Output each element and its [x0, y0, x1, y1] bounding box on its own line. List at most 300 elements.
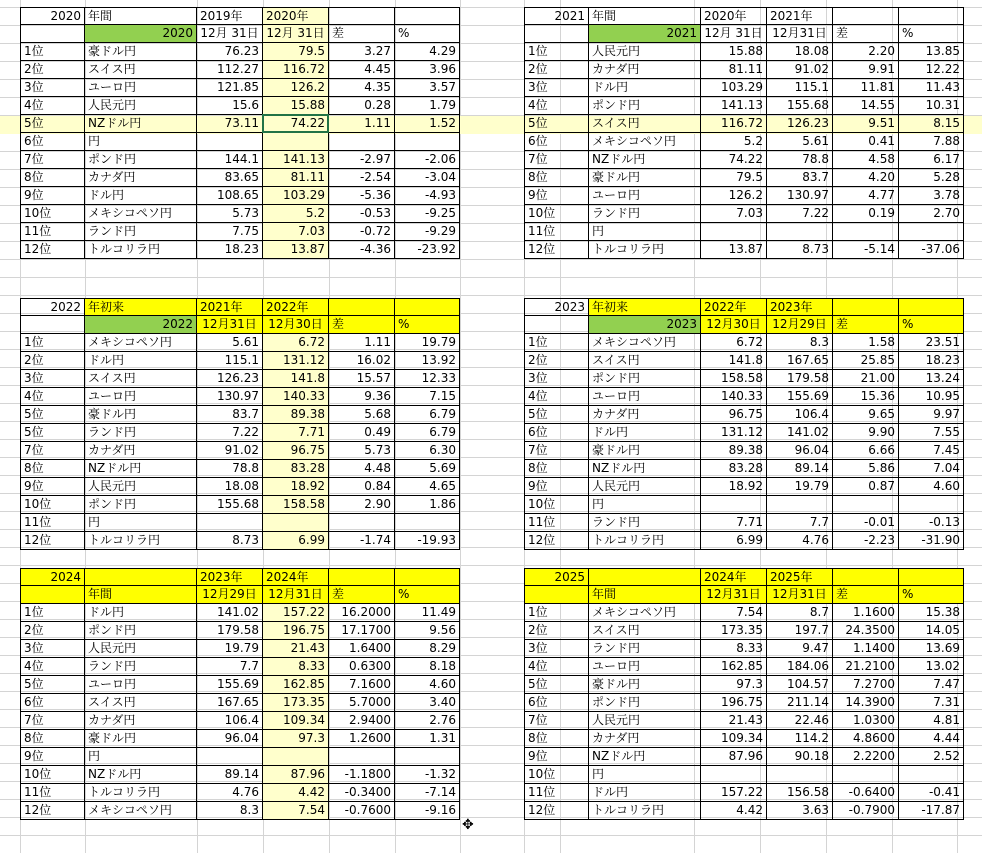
rank-cell[interactable]: 4位	[20, 658, 85, 676]
value-cell[interactable]: 7.54	[263, 802, 329, 820]
value-cell[interactable]: 1.86	[395, 496, 460, 514]
currency-cell[interactable]: ドル円	[85, 187, 197, 205]
value-cell[interactable]: 1.6400	[329, 640, 395, 658]
value-cell[interactable]: 73.11	[197, 115, 263, 133]
currency-cell[interactable]: NZドル円	[85, 460, 197, 478]
header-cell[interactable]: 差	[833, 316, 899, 334]
rank-cell[interactable]: 10位	[20, 205, 85, 223]
value-cell[interactable]	[767, 496, 833, 514]
header-cell[interactable]: 12月31日	[701, 586, 767, 604]
value-cell[interactable]: 13.92	[395, 352, 460, 370]
currency-cell[interactable]: ユーロ円	[85, 388, 197, 406]
value-cell[interactable]	[197, 133, 263, 151]
header-cell[interactable]	[524, 25, 589, 43]
value-cell[interactable]: 140.33	[701, 388, 767, 406]
value-cell[interactable]: -1.1800	[329, 766, 395, 784]
value-cell[interactable]: 7.88	[899, 133, 964, 151]
value-cell[interactable]: 18.08	[197, 478, 263, 496]
value-cell[interactable]: 7.03	[263, 223, 329, 241]
header-cell[interactable]: 2022年	[701, 298, 767, 316]
currency-cell[interactable]: 豪ドル円	[589, 169, 701, 187]
value-cell[interactable]: 179.58	[767, 370, 833, 388]
value-cell[interactable]: 4.45	[329, 61, 395, 79]
currency-cell[interactable]: メキシコペソ円	[589, 133, 701, 151]
value-cell[interactable]: 11.43	[899, 79, 964, 97]
value-cell[interactable]: 11.49	[395, 604, 460, 622]
rank-cell[interactable]: 5位	[524, 115, 589, 133]
rank-cell[interactable]: 10位	[20, 766, 85, 784]
value-cell[interactable]: 96.75	[263, 442, 329, 460]
header-cell[interactable]: 12月 31日	[701, 25, 767, 43]
rank-cell[interactable]: 3位	[20, 79, 85, 97]
value-cell[interactable]: 130.97	[767, 187, 833, 205]
rank-cell[interactable]: 3位	[20, 640, 85, 658]
value-cell[interactable]: 4.76	[767, 532, 833, 550]
currency-cell[interactable]: ポンド円	[589, 694, 701, 712]
value-cell[interactable]: 2.76	[395, 712, 460, 730]
rank-cell[interactable]: 1位	[20, 43, 85, 61]
value-cell[interactable]: 116.72	[263, 61, 329, 79]
currency-cell[interactable]: ランド円	[589, 514, 701, 532]
currency-cell[interactable]: 豪ドル円	[589, 676, 701, 694]
value-cell[interactable]: 8.33	[263, 658, 329, 676]
rank-cell[interactable]: 11位	[20, 784, 85, 802]
value-cell[interactable]: 7.22	[767, 205, 833, 223]
rank-cell[interactable]: 1位	[20, 604, 85, 622]
header-cell[interactable]	[329, 7, 395, 25]
value-cell[interactable]: 13.02	[899, 658, 964, 676]
currency-cell[interactable]: 円	[589, 496, 701, 514]
value-cell[interactable]	[899, 223, 964, 241]
value-cell[interactable]: 7.2700	[833, 676, 899, 694]
value-cell[interactable]: 8.73	[197, 532, 263, 550]
currency-cell[interactable]: 豪ドル円	[85, 43, 197, 61]
value-cell[interactable]: 2.90	[329, 496, 395, 514]
currency-cell[interactable]: カナダ円	[589, 730, 701, 748]
header-cell[interactable]: 12月29日	[197, 586, 263, 604]
header-cell[interactable]	[395, 568, 460, 586]
value-cell[interactable]: 9.51	[833, 115, 899, 133]
currency-cell[interactable]: ユーロ円	[589, 658, 701, 676]
value-cell[interactable]: 7.03	[701, 205, 767, 223]
value-cell[interactable]: 4.35	[329, 79, 395, 97]
header-cell[interactable]: 2021	[524, 7, 589, 25]
value-cell[interactable]: 1.0300	[833, 712, 899, 730]
value-cell[interactable]: 6.72	[701, 334, 767, 352]
value-cell[interactable]: 5.73	[197, 205, 263, 223]
value-cell[interactable]: 3.63	[767, 802, 833, 820]
rank-cell[interactable]: 10位	[524, 205, 589, 223]
header-cell[interactable]: 2020	[85, 25, 197, 43]
value-cell[interactable]: 19.79	[395, 334, 460, 352]
rank-cell[interactable]: 8位	[20, 460, 85, 478]
value-cell[interactable]: 4.48	[329, 460, 395, 478]
value-cell[interactable]: 7.55	[899, 424, 964, 442]
value-cell[interactable]: 23.51	[899, 334, 964, 352]
value-cell[interactable]: 157.22	[701, 784, 767, 802]
value-cell[interactable]: 104.57	[767, 676, 833, 694]
value-cell[interactable]: 96.04	[767, 442, 833, 460]
currency-cell[interactable]: ポンド円	[85, 622, 197, 640]
rank-cell[interactable]: 6位	[20, 133, 85, 151]
currency-cell[interactable]: ランド円	[589, 640, 701, 658]
currency-cell[interactable]: ユーロ円	[85, 79, 197, 97]
header-cell[interactable]: 差	[833, 586, 899, 604]
value-cell[interactable]: 14.3900	[833, 694, 899, 712]
header-cell[interactable]: 2021年	[767, 7, 833, 25]
value-cell[interactable]: 6.79	[395, 424, 460, 442]
value-cell[interactable]: 7.54	[701, 604, 767, 622]
currency-cell[interactable]: 豪ドル円	[589, 442, 701, 460]
value-cell[interactable]: 106.4	[197, 712, 263, 730]
value-cell[interactable]: 22.46	[767, 712, 833, 730]
rank-cell[interactable]: 7位	[20, 442, 85, 460]
value-cell[interactable]: 108.65	[197, 187, 263, 205]
header-cell[interactable]	[833, 568, 899, 586]
currency-cell[interactable]: カナダ円	[589, 406, 701, 424]
header-cell[interactable]: 12月30日	[263, 316, 329, 334]
value-cell[interactable]: 5.68	[329, 406, 395, 424]
currency-cell[interactable]: トルコリラ円	[589, 802, 701, 820]
value-cell[interactable]: 79.5	[263, 43, 329, 61]
header-cell[interactable]: 12月30日	[701, 316, 767, 334]
rank-cell[interactable]: 10位	[524, 496, 589, 514]
value-cell[interactable]: 2.2200	[833, 748, 899, 766]
value-cell[interactable]: 4.8600	[833, 730, 899, 748]
value-cell[interactable]: 0.19	[833, 205, 899, 223]
header-cell[interactable]	[395, 7, 460, 25]
rank-cell[interactable]: 12位	[524, 241, 589, 259]
value-cell[interactable]	[833, 223, 899, 241]
currency-cell[interactable]: 人民元円	[85, 97, 197, 115]
value-cell[interactable]: 131.12	[263, 352, 329, 370]
value-cell[interactable]	[197, 748, 263, 766]
rank-cell[interactable]: 7位	[20, 151, 85, 169]
value-cell[interactable]: 2.52	[899, 748, 964, 766]
value-cell[interactable]	[263, 133, 329, 151]
value-cell[interactable]: 3.40	[395, 694, 460, 712]
value-cell[interactable]: 1.79	[395, 97, 460, 115]
header-cell[interactable]	[20, 316, 85, 334]
value-cell[interactable]: 9.91	[833, 61, 899, 79]
rank-cell[interactable]: 9位	[20, 748, 85, 766]
value-cell[interactable]: 6.30	[395, 442, 460, 460]
header-cell[interactable]: 差	[329, 25, 395, 43]
header-cell[interactable]: %	[395, 316, 460, 334]
value-cell[interactable]: 12.22	[899, 61, 964, 79]
currency-cell[interactable]: メキシコペソ円	[85, 334, 197, 352]
header-cell[interactable]: 差	[833, 25, 899, 43]
value-cell[interactable]: 1.11	[329, 115, 395, 133]
header-cell[interactable]: 12月31日	[197, 316, 263, 334]
value-cell[interactable]: 155.69	[767, 388, 833, 406]
value-cell[interactable]: 141.13	[701, 97, 767, 115]
currency-cell[interactable]: ポンド円	[589, 370, 701, 388]
value-cell[interactable]: 14.05	[899, 622, 964, 640]
rank-cell[interactable]: 5位	[524, 406, 589, 424]
value-cell[interactable]: 7.7	[197, 658, 263, 676]
value-cell[interactable]: -0.53	[329, 205, 395, 223]
value-cell[interactable]: 83.28	[263, 460, 329, 478]
value-cell[interactable]: 197.7	[767, 622, 833, 640]
value-cell[interactable]: 13.87	[701, 241, 767, 259]
value-cell[interactable]: 11.81	[833, 79, 899, 97]
currency-cell[interactable]: ドル円	[85, 604, 197, 622]
currency-cell[interactable]: スイス円	[589, 352, 701, 370]
value-cell[interactable]: 4.60	[899, 478, 964, 496]
value-cell[interactable]: 19.79	[767, 478, 833, 496]
value-cell[interactable]: 3.96	[395, 61, 460, 79]
value-cell[interactable]	[329, 133, 395, 151]
value-cell[interactable]: 3.27	[329, 43, 395, 61]
value-cell[interactable]: 13.69	[899, 640, 964, 658]
value-cell[interactable]: 5.73	[329, 442, 395, 460]
value-cell[interactable]: 7.15	[395, 388, 460, 406]
rank-cell[interactable]: 5位	[524, 676, 589, 694]
rank-cell[interactable]: 8位	[524, 169, 589, 187]
value-cell[interactable]: 15.6	[197, 97, 263, 115]
value-cell[interactable]: 5.28	[899, 169, 964, 187]
currency-cell[interactable]: 豪ドル円	[85, 730, 197, 748]
rank-cell[interactable]: 2位	[524, 622, 589, 640]
value-cell[interactable]: 24.3500	[833, 622, 899, 640]
value-cell[interactable]: 6.72	[263, 334, 329, 352]
value-cell[interactable]: 10.95	[899, 388, 964, 406]
rank-cell[interactable]: 4位	[524, 97, 589, 115]
value-cell[interactable]: 79.5	[701, 169, 767, 187]
value-cell[interactable]: -5.14	[833, 241, 899, 259]
value-cell[interactable]: 4.60	[395, 676, 460, 694]
rank-cell[interactable]: 9位	[524, 478, 589, 496]
value-cell[interactable]: -23.92	[395, 241, 460, 259]
value-cell[interactable]: 74.22	[263, 115, 329, 133]
value-cell[interactable]: 21.43	[263, 640, 329, 658]
value-cell[interactable]: 9.90	[833, 424, 899, 442]
value-cell[interactable]: 141.8	[263, 370, 329, 388]
value-cell[interactable]: 5.86	[833, 460, 899, 478]
value-cell[interactable]: 130.97	[197, 388, 263, 406]
value-cell[interactable]: 4.44	[899, 730, 964, 748]
header-cell[interactable]: 2024年	[263, 568, 329, 586]
header-cell[interactable]: 年間	[589, 586, 701, 604]
value-cell[interactable]: 0.49	[329, 424, 395, 442]
value-cell[interactable]: -9.16	[395, 802, 460, 820]
value-cell[interactable]: 2.70	[899, 205, 964, 223]
value-cell[interactable]: 14.55	[833, 97, 899, 115]
value-cell[interactable]: 121.85	[197, 79, 263, 97]
value-cell[interactable]	[263, 514, 329, 532]
value-cell[interactable]: 112.27	[197, 61, 263, 79]
value-cell[interactable]: -0.13	[899, 514, 964, 532]
currency-cell[interactable]: ユーロ円	[589, 187, 701, 205]
value-cell[interactable]: 4.29	[395, 43, 460, 61]
value-cell[interactable]: 90.18	[767, 748, 833, 766]
value-cell[interactable]: 4.81	[899, 712, 964, 730]
rank-cell[interactable]: 10位	[524, 766, 589, 784]
value-cell[interactable]: -0.3400	[329, 784, 395, 802]
value-cell[interactable]: -0.01	[833, 514, 899, 532]
currency-cell[interactable]: 円	[85, 514, 197, 532]
value-cell[interactable]	[701, 496, 767, 514]
value-cell[interactable]: -4.36	[329, 241, 395, 259]
value-cell[interactable]: 167.65	[767, 352, 833, 370]
currency-cell[interactable]: スイス円	[85, 61, 197, 79]
header-cell[interactable]: 12月31日	[263, 586, 329, 604]
rank-cell[interactable]: 5位	[20, 406, 85, 424]
currency-cell[interactable]: メキシコペソ円	[85, 205, 197, 223]
currency-cell[interactable]: カナダ円	[85, 712, 197, 730]
value-cell[interactable]: 15.38	[899, 604, 964, 622]
value-cell[interactable]: 81.11	[701, 61, 767, 79]
value-cell[interactable]: 96.75	[701, 406, 767, 424]
rank-cell[interactable]: 6位	[524, 424, 589, 442]
value-cell[interactable]: 97.3	[263, 730, 329, 748]
currency-cell[interactable]: 豪ドル円	[85, 406, 197, 424]
value-cell[interactable]: 4.76	[197, 784, 263, 802]
value-cell[interactable]: 5.2	[701, 133, 767, 151]
rank-cell[interactable]: 11位	[524, 784, 589, 802]
value-cell[interactable]: 115.1	[767, 79, 833, 97]
currency-cell[interactable]: トルコリラ円	[589, 241, 701, 259]
value-cell[interactable]	[395, 748, 460, 766]
header-cell[interactable]: 年間	[589, 7, 701, 25]
value-cell[interactable]: 1.58	[833, 334, 899, 352]
value-cell[interactable]: 103.29	[701, 79, 767, 97]
rank-cell[interactable]: 3位	[20, 370, 85, 388]
value-cell[interactable]: 83.28	[701, 460, 767, 478]
value-cell[interactable]	[701, 223, 767, 241]
value-cell[interactable]: 6.79	[395, 406, 460, 424]
header-cell[interactable]: 2020年	[263, 7, 329, 25]
value-cell[interactable]: 173.35	[263, 694, 329, 712]
value-cell[interactable]	[701, 766, 767, 784]
value-cell[interactable]	[329, 514, 395, 532]
value-cell[interactable]: 21.2100	[833, 658, 899, 676]
value-cell[interactable]: 21.43	[701, 712, 767, 730]
value-cell[interactable]: 5.61	[767, 133, 833, 151]
value-cell[interactable]: 0.28	[329, 97, 395, 115]
value-cell[interactable]: 3.78	[899, 187, 964, 205]
header-cell[interactable]: 2023年	[197, 568, 263, 586]
value-cell[interactable]: 103.29	[263, 187, 329, 205]
value-cell[interactable]: 115.1	[197, 352, 263, 370]
value-cell[interactable]: 2.9400	[329, 712, 395, 730]
header-cell[interactable]: 2023年	[767, 298, 833, 316]
rank-cell[interactable]: 1位	[524, 604, 589, 622]
value-cell[interactable]: 7.04	[899, 460, 964, 478]
header-cell[interactable]: 差	[329, 586, 395, 604]
value-cell[interactable]: 4.20	[833, 169, 899, 187]
currency-cell[interactable]: スイス円	[85, 694, 197, 712]
header-cell[interactable]: 12月31日	[767, 25, 833, 43]
currency-cell[interactable]: トルコリラ円	[589, 532, 701, 550]
currency-cell[interactable]: ポンド円	[589, 97, 701, 115]
rank-cell[interactable]: 8位	[524, 730, 589, 748]
value-cell[interactable]	[767, 766, 833, 784]
value-cell[interactable]: 131.12	[701, 424, 767, 442]
value-cell[interactable]: -19.93	[395, 532, 460, 550]
rank-cell[interactable]: 1位	[524, 43, 589, 61]
header-cell[interactable]	[589, 568, 701, 586]
value-cell[interactable]: 173.35	[701, 622, 767, 640]
value-cell[interactable]: 158.58	[263, 496, 329, 514]
value-cell[interactable]: 1.2600	[329, 730, 395, 748]
value-cell[interactable]: 15.88	[701, 43, 767, 61]
header-cell[interactable]: 2021	[589, 25, 701, 43]
value-cell[interactable]: 140.33	[263, 388, 329, 406]
value-cell[interactable]: 7.31	[899, 694, 964, 712]
header-cell[interactable]	[524, 586, 589, 604]
currency-cell[interactable]: 人民元円	[589, 43, 701, 61]
value-cell[interactable]: 162.85	[701, 658, 767, 676]
value-cell[interactable]: 8.3	[767, 334, 833, 352]
rank-cell[interactable]: 12位	[20, 241, 85, 259]
rank-cell[interactable]: 7位	[524, 151, 589, 169]
value-cell[interactable]: 19.79	[197, 640, 263, 658]
value-cell[interactable]: 1.1400	[833, 640, 899, 658]
header-cell[interactable]	[329, 568, 395, 586]
value-cell[interactable]: 126.2	[263, 79, 329, 97]
currency-cell[interactable]: NZドル円	[85, 766, 197, 784]
rank-cell[interactable]: 10位	[20, 496, 85, 514]
value-cell[interactable]: -0.72	[329, 223, 395, 241]
value-cell[interactable]: -0.6400	[833, 784, 899, 802]
header-cell[interactable]	[329, 298, 395, 316]
value-cell[interactable]: 21.00	[833, 370, 899, 388]
value-cell[interactable]	[833, 496, 899, 514]
value-cell[interactable]: 7.1600	[329, 676, 395, 694]
rank-cell[interactable]: 2位	[20, 352, 85, 370]
value-cell[interactable]: 5.69	[395, 460, 460, 478]
value-cell[interactable]: 157.22	[263, 604, 329, 622]
value-cell[interactable]: 7.7	[767, 514, 833, 532]
header-cell[interactable]: 年初来	[85, 298, 197, 316]
currency-cell[interactable]: ドル円	[589, 424, 701, 442]
value-cell[interactable]: 114.2	[767, 730, 833, 748]
rank-cell[interactable]: 11位	[20, 223, 85, 241]
value-cell[interactable]: 9.56	[395, 622, 460, 640]
value-cell[interactable]: 4.58	[833, 151, 899, 169]
value-cell[interactable]: 91.02	[197, 442, 263, 460]
value-cell[interactable]: 8.33	[701, 640, 767, 658]
value-cell[interactable]: -2.97	[329, 151, 395, 169]
currency-cell[interactable]: トルコリラ円	[85, 532, 197, 550]
currency-cell[interactable]: 円	[85, 133, 197, 151]
value-cell[interactable]: 4.65	[395, 478, 460, 496]
rank-cell[interactable]: 2位	[524, 61, 589, 79]
rank-cell[interactable]: 11位	[524, 514, 589, 532]
rank-cell[interactable]: 12位	[20, 532, 85, 550]
currency-cell[interactable]: メキシコペソ円	[589, 334, 701, 352]
currency-cell[interactable]: ランド円	[85, 223, 197, 241]
value-cell[interactable]	[767, 223, 833, 241]
value-cell[interactable]: 126.2	[701, 187, 767, 205]
value-cell[interactable]: 144.1	[197, 151, 263, 169]
currency-cell[interactable]: スイス円	[589, 115, 701, 133]
value-cell[interactable]: 196.75	[263, 622, 329, 640]
value-cell[interactable]: 106.4	[767, 406, 833, 424]
header-cell[interactable]: %	[899, 316, 964, 334]
value-cell[interactable]: 16.02	[329, 352, 395, 370]
currency-cell[interactable]: メキシコペソ円	[589, 604, 701, 622]
value-cell[interactable]: 158.58	[701, 370, 767, 388]
rank-cell[interactable]: 4位	[524, 658, 589, 676]
rank-cell[interactable]: 4位	[524, 388, 589, 406]
value-cell[interactable]: 7.71	[263, 424, 329, 442]
value-cell[interactable]: 13.24	[899, 370, 964, 388]
value-cell[interactable]: -4.93	[395, 187, 460, 205]
value-cell[interactable]: 91.02	[767, 61, 833, 79]
